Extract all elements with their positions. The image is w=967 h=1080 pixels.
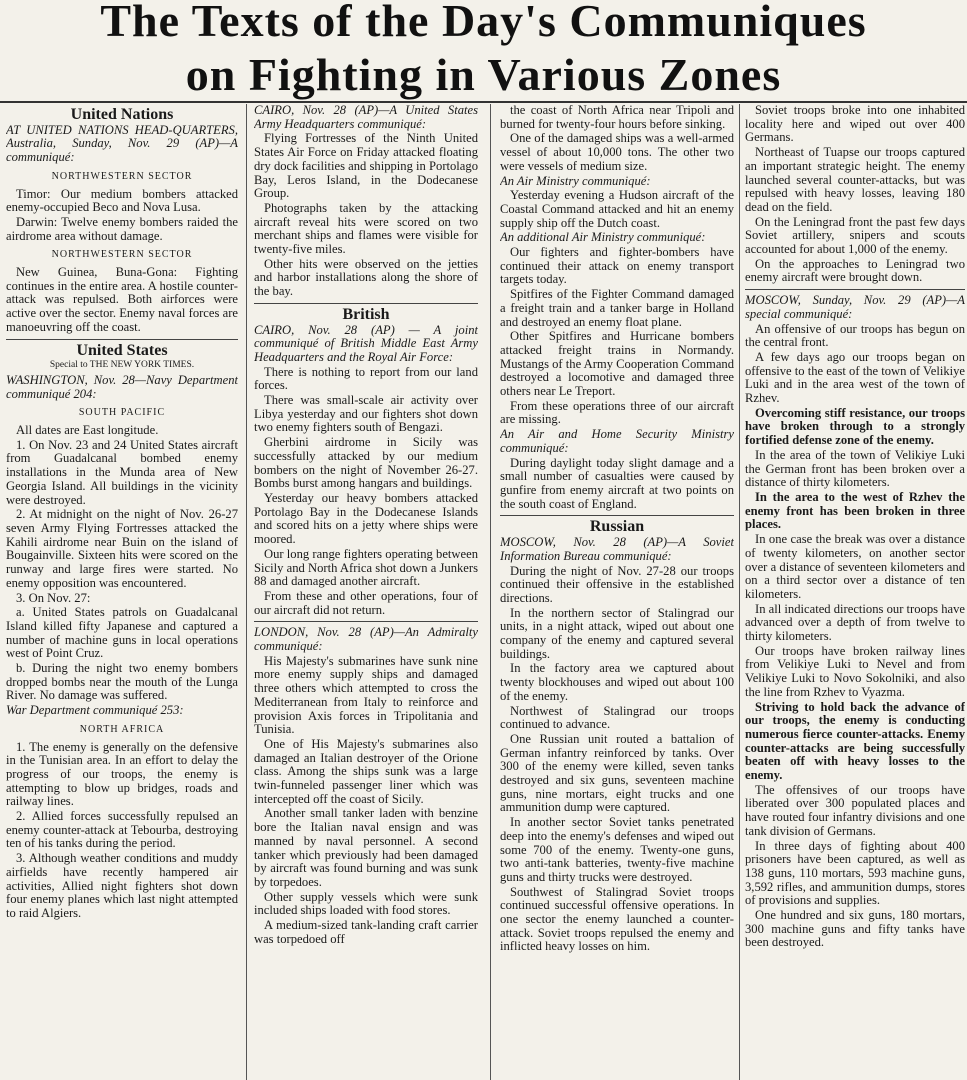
paragraph: The offensives of our troops have liberated over 300 populated places and have routed four infantry divisions and one tank division of Germans. [745, 782, 965, 838]
section-rule [6, 339, 238, 340]
paragraph: Northeast of Tuapse our troops captured an important strategic height. The enemy launched several counter-attacks, but was repulsed with heavy losses, leaving 180 dead on the field. [745, 145, 965, 214]
column-2 [254, 104, 478, 1080]
paragraph: There was small-scale air activity over Libya yesterday and our fighters shot down two enemy fighters south of Bengazi. [254, 393, 478, 435]
paragraph: Spitfires of the Fighter Command damaged a freight train and a tanker barge in Holland and destroyed an enemy float plane. [500, 287, 734, 329]
headline [0, 0, 967, 100]
paragraph: Yesterday our heavy bombers attacked Portolago Bay in the Dodecanese Islands and scored hits on a jetty where ships were moored. [254, 490, 478, 547]
paragraph: a. United States patrols on Guadalcanal Island killed fifty Japanese and captured a number of machine guns in local operations west of Point Cruz. [6, 605, 238, 661]
section-head-russian: Russian [589, 518, 645, 536]
paragraph: Another small tanker laden with benzine bore the Italian naval ensign and was manned by naval personnel. A second tanker which previously had been damaged by aircraft was found burning and was sunk by torpedoes. [254, 806, 478, 889]
paragraph: Photographs taken by the attacking aircraft reveal hits were scored on two merchant ships and flames were visible for twenty-five miles. [254, 200, 478, 257]
paragraph: His Majesty's submarines have sunk nine more enemy supply ships and damaged three others which attempted to cross the Mediterranean from Italy to reinforce and provision Axis forces in Tripolitania and Tunisia. [254, 653, 478, 737]
paragraph: Southwest of Stalingrad Soviet troops continued successful offensive operations. In one sector the enemy launched a counter-attack. Soviet troops repulsed the enemy and inflicted heavy losses on him. [500, 884, 734, 954]
paragraph: In all indicated directions our troops have advanced over a depth of from twelve to thirty kilometers. [745, 601, 965, 644]
dateline: LONDON, Nov. 28 (AP)—An Admiralty communiqué: [254, 625, 478, 654]
paragraph: the coast of North Africa near Tripoli and burned for twenty-four hours before sinking. [500, 104, 734, 131]
dateline: WASHINGTON, Nov. 28—Navy Department communiqué 204: [6, 372, 238, 401]
dateline: MOSCOW, Sunday, Nov. 29 (AP)—A special communiqué: [745, 293, 965, 321]
headline-rule [0, 101, 967, 103]
dateline: An additional Air Ministry communiqué: [500, 230, 706, 245]
paragraph: 3. On Nov. 27: [16, 590, 91, 605]
paragraph: One of His Majesty's submarines also damaged an Italian destroyer of the Orione class. Among the ships sunk was a large twin-funneled passenger liner which was intercepted off the coast of Sicily. [254, 736, 478, 806]
paragraph: There is nothing to report from our land forces. [254, 364, 478, 393]
dateline: CAIRO, Nov. 28 (AP)—A United States Army Headquarters communiqué: [254, 104, 478, 131]
paragraph: One Russian unit routed a battalion of German infantry reinforced by tanks. Over 300 of the enemy were killed, seven tanks destroyed and six guns, seventeen machine guns, nine mortars, eight trucks and one ammunition dump were captured. [500, 731, 734, 815]
section-head-united-nations: United Nations [70, 106, 174, 123]
section-head-british: British [342, 305, 390, 323]
dateline: CAIRO, Nov. 28 (AP) — A joint communiqué of British Middle East Army Headquarters and the Royal Air Force: [254, 322, 478, 364]
paragraph: One of the damaged ships was a well-armed vessel of about 10,000 tons. The other two were vessels of medium size. [500, 131, 734, 173]
paragraph: 1. The enemy is generally on the defensive in the Tunisian area. In an effort to delay the progress of our troops, the enemy is attempting to blow up bridges, roads and railway lines. [6, 739, 238, 809]
paragraph: 2. Allied forces successfully repulsed an enemy counter-attack at Tebourba, destroying ten of his tanks during the period. [6, 809, 238, 851]
paragraph: On the Leningrad front the past few days Soviet artillery, snipers and scouts accounted for about 1,000 of the enemy. [745, 214, 965, 257]
paragraph: Our fighters and fighter-bombers have continued their attack on enemy transport targets today. [500, 245, 734, 287]
paragraph: 2. At midnight on the night of Nov. 26-27 seven Army Flying Fortresses attacked the Kahili airdrome near Buin on the island of Bougainville. Sixteen hits were scored on the runway and large fires were started. No enemy opposition was encountered. [6, 507, 238, 590]
column-1 [6, 104, 238, 1080]
dateline: War Department communiqué 253: [6, 703, 184, 718]
dateline: AT UNITED NATIONS HEAD-QUARTERS, Australia, Sunday, Nov. 29 (AP)—A communiqué: [6, 122, 238, 165]
paragraph: Gherbini airdrome in Sicily was successfully attacked by our medium bombers on the night of November 26-27. Bombs burst among hangars and buildings. [254, 435, 478, 491]
paragraph: During daylight today slight damage and a small number of casualties were caused by gunfire from enemy aircraft at two points on the south coast of England. [500, 455, 734, 511]
headline-line-1: The Texts of the Day's Communiques [100, 0, 867, 46]
section-rule [500, 515, 734, 516]
column-4 [745, 104, 965, 1080]
section-rule [745, 289, 965, 290]
paragraph: In the area of the town of Velikiye Luki the German front has been broken over a distance of thirty kilometers. [745, 447, 965, 490]
paragraph: 1. On Nov. 23 and 24 United States aircraft from Guadalcanal bombed enemy installations in the Munda area of New Georgia Island. All buildings in the vicinity were destroyed. [6, 437, 238, 507]
paragraph: Striving to hold back the advance of our troops, the enemy is conducting numerous fierce counter-attacks. Enemy counter-attacks are being successfully beaten off with heavy losses to the enemy. [745, 699, 965, 783]
paragraph: In the area to the west of Rzhev the enemy front has been broken in three places. [745, 489, 965, 532]
paragraph: Darwin: Twelve enemy bombers raided the airdrome area without damage. [6, 214, 238, 243]
column-divider [739, 104, 740, 1080]
paragraph: 3. Although weather conditions and muddy airfields have recently hampered air activities, Allied night fighters shot down four enemy planes which last night attempted to raid Algiers. [6, 851, 238, 920]
paragraph: During the night of Nov. 27-28 our troops continued their offensive in the established directions. [500, 563, 734, 605]
paragraph: In the factory area we captured about twenty blockhouses and wiped out about 100 of the enemy. [500, 661, 734, 703]
paragraph: A medium-sized tank-landing craft carrier was torpedoed off [254, 918, 478, 946]
column-divider [490, 104, 491, 1080]
paragraph: b. During the night two enemy bombers dropped bombs near the mouth of the Lunga River. No damage was suffered. [6, 661, 238, 703]
paragraph: Timor: Our medium bombers attacked enemy-occupied Beco and Nova Lusa. [6, 186, 238, 215]
column-divider [246, 104, 247, 1080]
paragraph: Other hits were observed on the jetties and harbor installations along the shore of the bay. [254, 256, 478, 299]
subhead: SOUTH PACIFIC [78, 407, 166, 419]
dateline: An Air Ministry communiqué: [500, 173, 651, 188]
paragraph: Our long range fighters operating between Sicily and North Africa shot down a Junkers 88 and damaged another aircraft. [254, 546, 478, 589]
headline-line-2: on Fighting in Various Zones [185, 49, 782, 100]
paragraph: An offensive of our troops has begun on the central front. [745, 321, 965, 350]
paragraph: From these operations three of our aircraft are missing. [500, 398, 734, 427]
paragraph: Overcoming stiff resistance, our troops have broken through to a strongly fortified defense zone of the enemy. [745, 405, 965, 448]
subhead: NORTH AFRICA [79, 723, 165, 735]
paragraph: Other supply vessels which were sunk included ships loaded with food stores. [254, 889, 478, 918]
paragraph: In another sector Soviet tanks penetrated deep into the enemy's defenses and wiped out some 700 of the enemy. Twenty-one guns, two anti-tank batteries, twenty-five machine guns and thirty trucks were destroyed. [500, 815, 734, 884]
paragraph: Yesterday evening a Hudson aircraft of the Coastal Command attacked and hit an enemy supply ship off the Dutch coast. [500, 188, 734, 230]
paragraph: In the northern sector of Stalingrad our units, in a night attack, wiped out about one company of the enemy and captured several buildings. [500, 605, 734, 661]
paragraph: One hundred and six guns, 180 mortars, 300 machine guns and fifty tanks have been destroyed. [745, 908, 965, 950]
subhead: NORTHWESTERN SECTOR [51, 249, 193, 261]
paragraph: In three days of fighting about 400 prisoners have been captured, as well as 138 guns, 110 mortars, 593 machine guns, 3,592 rifles, and ammunition dumps, stores of provisions and supplies. [745, 838, 965, 908]
paragraph: Our troops have broken railway lines from Velikiye Luki to Nevel and from Velikiye Luki to Novo Sokolniki, and also the line from Rzhev to Vyazma. [745, 643, 965, 699]
dateline: MOSCOW, Nov. 28 (AP)—A Soviet Information Bureau communiqué: [500, 535, 734, 563]
section-rule [254, 303, 478, 304]
paragraph: Northwest of Stalingrad our troops continued to advance. [500, 703, 734, 732]
subhead: NORTHWESTERN SECTOR [51, 170, 193, 182]
paragraph: From these and other operations, four of our aircraft did not return. [254, 588, 478, 617]
paragraph: Other Spitfires and Hurricane bombers attacked freight trains in Normandy. Mustangs of the Army Cooperation Command destroyed a locomotive and damaged three others near Le Treport. [500, 329, 734, 399]
paragraph: In one case the break was over a distance of twenty kilometers, on another sector over a distance of seventeen kilometers and on a third sector over a distance of ten kilometers. [745, 532, 965, 601]
section-head-united-states: United States [76, 341, 168, 359]
special-credit: Special to THE NEW YORK TIMES. [49, 360, 195, 371]
paragraph: Flying Fortresses of the Ninth United States Air Force on Friday attacked floating dry dock facilities and shipping in Portolago Bay, Leros Island, in the Dodecanese Group. [254, 131, 478, 201]
section-rule [254, 621, 478, 622]
paragraph: New Guinea, Buna-Gona: Fighting continues in the entire area. A hostile counter-attack was repulsed. Both airforces were active over the sector. Enemy naval forces are manoeuvring off the coast. [6, 265, 238, 334]
paragraph: Soviet troops broke into one inhabited locality here and wiped out over 400 Germans. [745, 104, 965, 145]
paragraph: All dates are East longitude. [16, 423, 159, 438]
dateline: An Air and Home Security Ministry communiqué: [500, 427, 734, 455]
column-3 [500, 104, 734, 1080]
paragraph: A few days ago our troops began on offensive to the east of the town of Velikiye Luki and in the area west of the town of Rzhev. [745, 349, 965, 406]
paragraph: On the approaches to Leningrad two enemy aircraft were brought down. [745, 256, 965, 285]
